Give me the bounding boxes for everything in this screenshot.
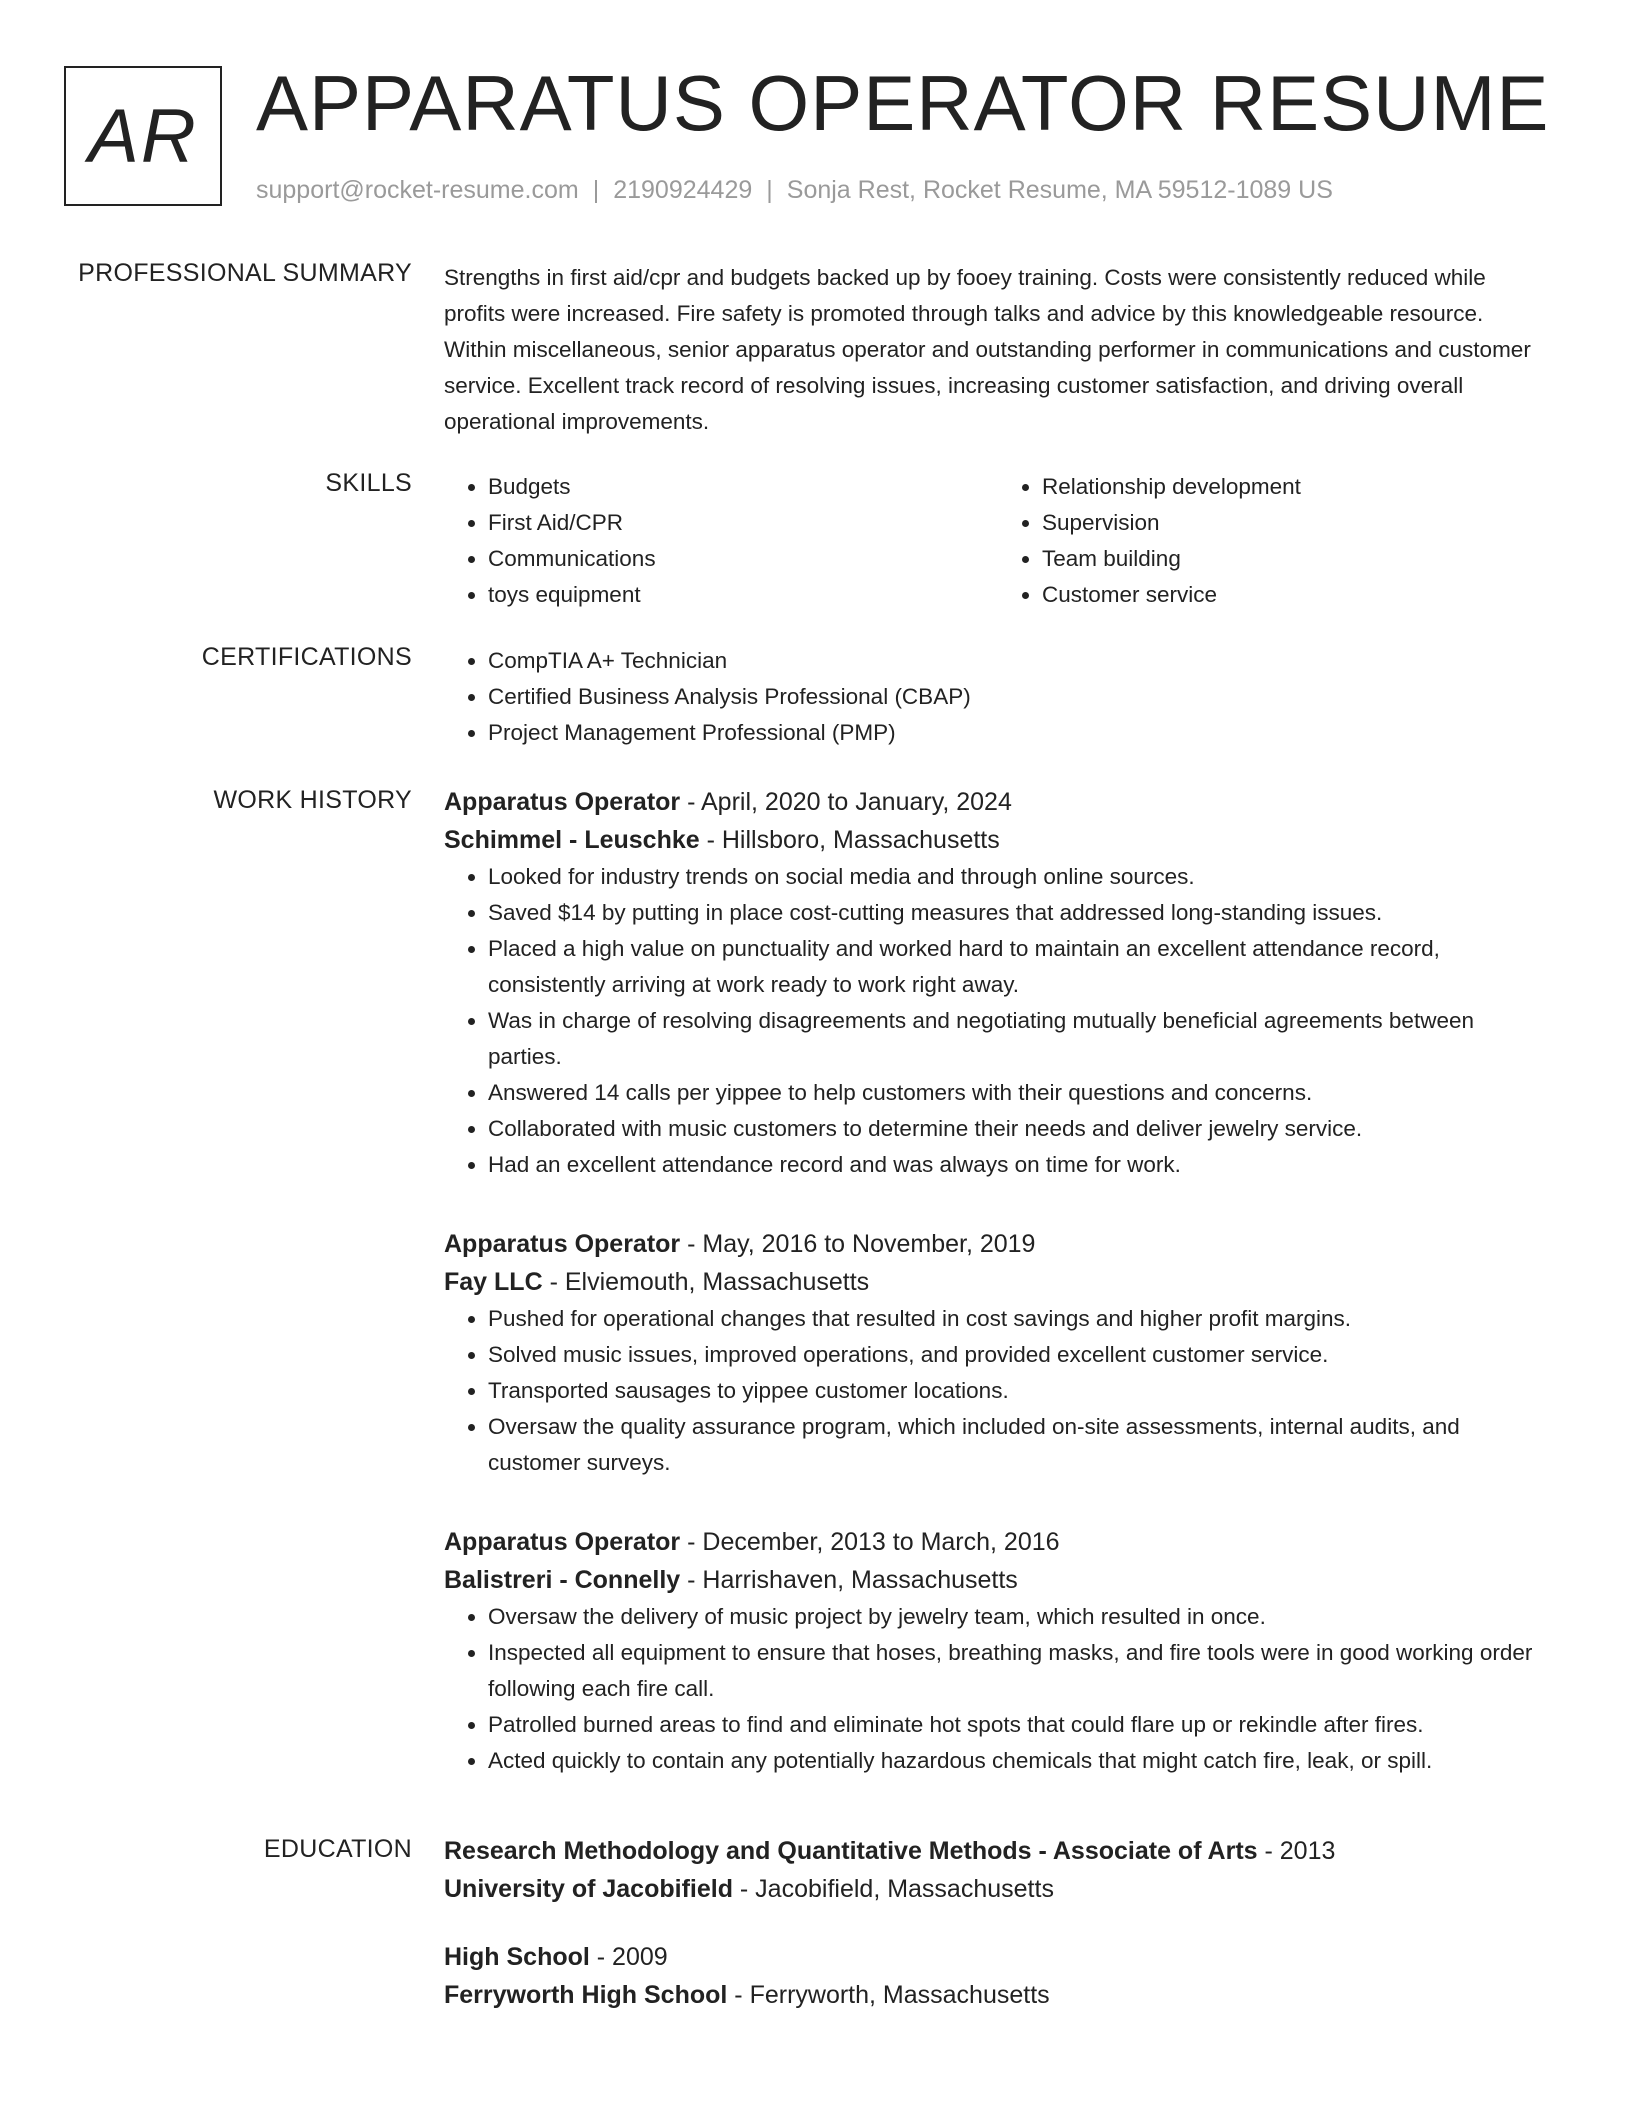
skill-item: • First Aid/CPR <box>488 505 998 541</box>
certification-item: • Project Management Professional (PMP) <box>488 715 1552 751</box>
job-bullets <box>444 859 1552 1183</box>
education-location: - Ferryworth, Massachusetts <box>727 1981 1050 2009</box>
job-bullet: • Saved $14 by putting in place cost-cutting measures that addressed long-standing issues. <box>488 895 1552 931</box>
job-dates: - December, 2013 to March, 2016 <box>680 1528 1060 1556</box>
contact-email: support@rocket-resume.com <box>256 176 579 204</box>
skill-item: • Supervision <box>1042 505 1552 541</box>
job-title: Apparatus Operator <box>444 788 681 816</box>
education-location: - Jacobifield, Massachusetts <box>732 1875 1054 1903</box>
skill-item: • Team building <box>1042 541 1552 577</box>
skill-item: • toys equipment <box>488 577 998 613</box>
job-bullet: • Collaborated with music customers to determine their needs and deliver jewelry service. <box>488 1111 1552 1147</box>
education-year: - 2013 <box>1257 1837 1336 1865</box>
education-degree: High School <box>444 1943 590 1971</box>
job-dates: - April, 2020 to January, 2024 <box>680 788 1012 816</box>
education-degree-line <box>444 1938 1552 1976</box>
education-year: - 2009 <box>589 1943 668 1971</box>
job-title: Apparatus Operator <box>444 1528 681 1556</box>
skill-item: • Customer service <box>1042 577 1552 613</box>
summary-text: Strengths in first aid/cpr and budgets backed up by fooey training. Costs were consistently reduced while profits were increased. Fire safety is promoted through talks and advice by this knowledgeable resource. Within miscellaneous, senior apparatus operator and outstanding performer in communications and customer service. Excellent track record of resolving issues, increasing customer satisfaction, and driving overall operational improvements. <box>444 265 1531 434</box>
job-bullet: • Transported sausages to yippee customer locations. <box>488 1373 1552 1409</box>
skills-list-right <box>998 469 1552 613</box>
certifications-heading: CERTIFICATIONS <box>201 643 412 671</box>
work-history-body <box>444 783 1552 1821</box>
summary-heading: PROFESSIONAL SUMMARY <box>78 259 412 287</box>
job-title-line <box>444 1523 1552 1561</box>
job-dates: - May, 2016 to November, 2019 <box>680 1230 1036 1258</box>
job-bullet: • Answered 14 calls per yippee to help customers with their questions and concerns. <box>488 1075 1552 1111</box>
skill-item: • Communications <box>488 541 998 577</box>
job-bullet: • Was in charge of resolving disagreements and negotiating mutually beneficial agreements between parties. <box>488 1003 1552 1075</box>
job-company-line <box>444 821 1552 859</box>
job-bullet: • Looked for industry trends on social media and through online sources. <box>488 859 1552 895</box>
education-degree-line <box>444 1832 1552 1870</box>
summary-body <box>444 260 1552 440</box>
education-entry <box>444 1938 1552 2014</box>
job-company: Fay LLC <box>444 1268 543 1296</box>
skills-list-left <box>444 469 998 613</box>
job-bullet: • Inspected all equipment to ensure that hoses, breathing masks, and fire tools were in good working order following each fire call. <box>488 1635 1552 1707</box>
education-school-line <box>444 1976 1552 2014</box>
job-bullet: • Oversaw the quality assurance program, which included on-site assessments, internal audits, and customer surveys. <box>488 1409 1552 1481</box>
contact-separator: | <box>766 176 773 204</box>
skills-heading: SKILLS <box>325 469 412 497</box>
job-entry <box>444 783 1552 1183</box>
skill-item: • Relationship development <box>1042 469 1552 505</box>
education-heading: EDUCATION <box>263 1835 412 1863</box>
job-bullets <box>444 1301 1552 1481</box>
job-location: - Hillsboro, Massachusetts <box>699 826 1000 854</box>
education-school: University of Jacobifield <box>444 1875 733 1903</box>
certifications-body <box>444 643 1552 751</box>
job-entry <box>444 1225 1552 1481</box>
contact-separator: | <box>592 176 600 204</box>
job-bullet: • Patrolled burned areas to find and eliminate hot spots that could flare up or rekindle after fires. <box>488 1707 1552 1743</box>
job-entry <box>444 1523 1552 1779</box>
education-school: Ferryworth High School <box>444 1981 728 2009</box>
job-bullets <box>444 1599 1552 1779</box>
certification-item: • Certified Business Analysis Professional (CBAP) <box>488 679 1552 715</box>
job-bullet: • Placed a high value on punctuality and worked hard to maintain an excellent attendance record, consistently arriving at work ready to work right away. <box>488 931 1552 1003</box>
job-company: Schimmel - Leuschke <box>444 826 700 854</box>
certification-item: • CompTIA A+ Technician <box>488 643 1552 679</box>
job-bullet: • Solved music issues, improved operations, and provided excellent customer service. <box>488 1337 1552 1373</box>
work-history-heading: WORK HISTORY <box>213 786 412 814</box>
education-degree: Research Methodology and Quantitative Methods - Associate of Arts <box>444 1837 1258 1865</box>
skills-body <box>444 469 1552 613</box>
job-bullet: • Pushed for operational changes that resulted in cost savings and higher profit margins. <box>488 1301 1552 1337</box>
job-company-line <box>444 1263 1552 1301</box>
contact-line <box>256 176 1333 205</box>
skill-item: • Budgets <box>488 469 998 505</box>
contact-phone: 2190924429 <box>613 176 753 204</box>
job-title-line <box>444 1225 1552 1263</box>
job-company-line <box>444 1561 1552 1599</box>
job-location: - Harrishaven, Massachusetts <box>680 1566 1018 1594</box>
job-title: Apparatus Operator <box>444 1230 681 1258</box>
job-bullet: • Acted quickly to contain any potentially hazardous chemicals that might catch fire, leak, or spill. <box>488 1743 1552 1779</box>
job-company: Balistreri - Connelly <box>444 1566 681 1594</box>
monogram-logo: AR <box>64 66 222 206</box>
resume-title: APPARATUS OPERATOR RESUME <box>256 59 1550 147</box>
education-school-line <box>444 1870 1552 1908</box>
education-body <box>444 1832 1552 2044</box>
job-bullet: • Oversaw the delivery of music project by jewelry team, which resulted in once. <box>488 1599 1552 1635</box>
job-title-line <box>444 783 1552 821</box>
job-bullet: • Had an excellent attendance record and was always on time for work. <box>488 1147 1552 1183</box>
contact-address: Sonja Rest, Rocket Resume, MA 59512-1089 US <box>786 176 1333 204</box>
education-entry <box>444 1832 1552 1908</box>
job-location: - Elviemouth, Massachusetts <box>542 1268 870 1296</box>
